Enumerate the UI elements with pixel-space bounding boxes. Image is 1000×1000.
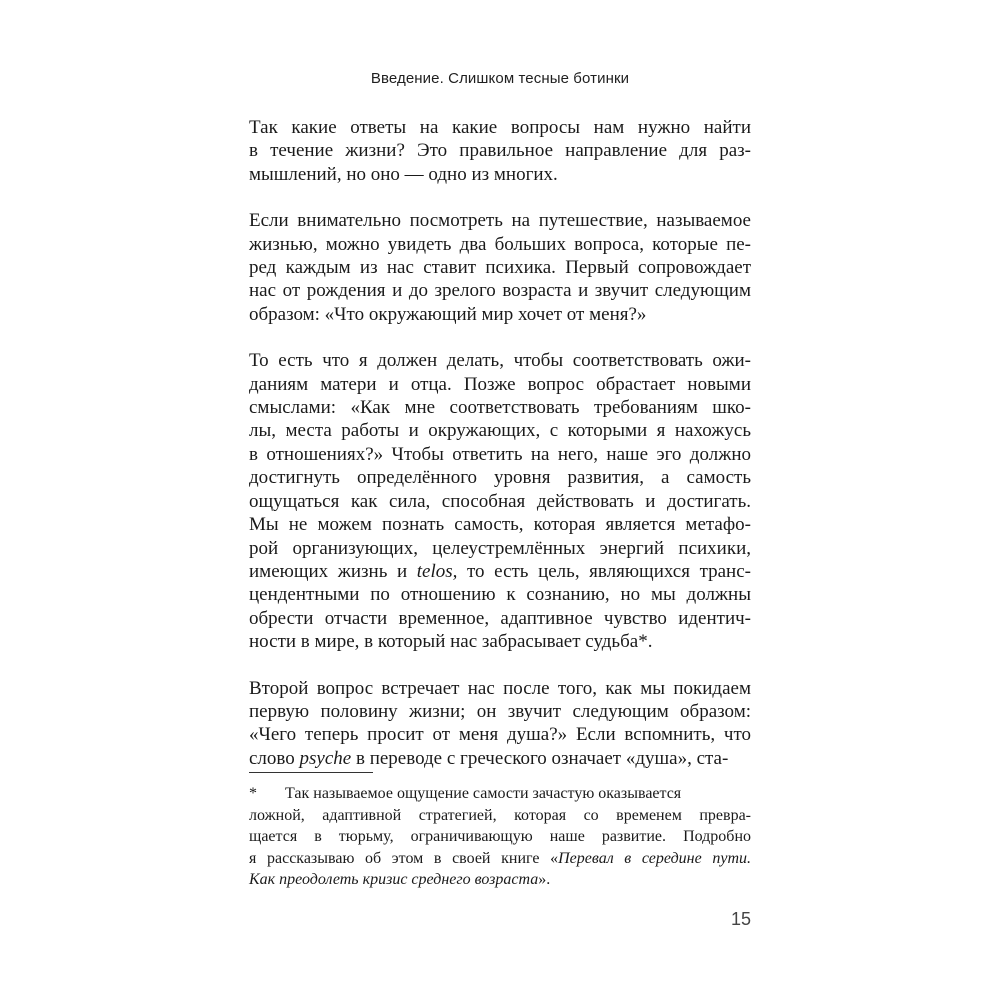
book-title-italic: Как преодолеть кризис среднего возраста xyxy=(249,871,539,889)
text-line: в отношениях?» Чтобы ответить на него, наше эго должно xyxy=(249,443,751,465)
text-line: первую половину жизни; он звучит следующим образом: xyxy=(249,700,751,722)
body-text xyxy=(249,116,751,770)
footnote-text: Так называемое ощущение самости зачастую оказывается xyxy=(285,785,682,802)
italic-term: psyche xyxy=(299,747,352,769)
text-line: Так какие ответы на какие вопросы нам нужно найти xyxy=(249,117,751,138)
page-number: 15 xyxy=(730,909,751,929)
text-line: Второй вопрос встречает нас после того, как мы покидаем xyxy=(249,677,751,699)
paragraph xyxy=(249,349,751,653)
paragraph xyxy=(249,677,751,771)
italic-term: telos, xyxy=(416,560,458,582)
text-line: обрести отчасти временное, адаптивное чувство идентич- xyxy=(249,607,751,629)
paragraph-gap xyxy=(249,326,751,349)
text-line: ощущаться как сила, способная действовать и достигать. xyxy=(249,490,751,512)
paragraph-gap xyxy=(249,654,751,677)
footnote-divider xyxy=(249,772,373,773)
text-line: ред каждым из нас ставит психика. Первый сопровождает xyxy=(249,257,751,279)
text-line: достигнуть определённого уровня развития, а самость xyxy=(249,467,751,489)
paragraph xyxy=(249,209,751,326)
text-line: Мы не можем познать самость, которая является метафо- xyxy=(249,514,751,536)
text-line: слово psyche в переводе с греческого означает «душа», ста- xyxy=(249,747,729,769)
text-line: Если внимательно посмотреть на путешествие, называемое xyxy=(249,210,751,232)
text-line: образом: «Что окружающий мир хочет от меня?» xyxy=(249,303,647,325)
footnote-line: ложной, адаптивной стратегией, которая со временем превра- xyxy=(249,806,751,824)
text-line: даниям матери и отца. Позже вопрос обрастает новыми xyxy=(249,373,751,395)
text-line: смыслами: «Как мне соответствовать требованиям шко- xyxy=(249,397,751,419)
footnote-marker: * xyxy=(249,785,257,802)
book-title-italic: Перевал в середине пути. xyxy=(558,849,752,867)
paragraph xyxy=(249,116,751,186)
footnote-line: Как преодолеть кризис среднего возраста». xyxy=(249,871,551,889)
paragraph-gap xyxy=(249,186,751,209)
text-line: в течение жизни? Это правильное направление для раз- xyxy=(249,140,751,162)
text-line: То есть что я должен делать, чтобы соответствовать ожи- xyxy=(249,350,751,372)
text-line: мышлений, но оно — одно из многих. xyxy=(249,163,558,185)
footnote xyxy=(249,783,751,891)
text-line: жизнью, можно увидеть два больших вопроса, которые пе- xyxy=(249,233,751,255)
footnote-line: щается в тюрьму, ограничивающую наше развитие. Подробно xyxy=(249,828,751,846)
text-line: ности в мире, в который нас забрасывает судьба*. xyxy=(249,631,653,653)
footnote-line: я рассказываю об этом в своей книге «Перевал в середине пути. xyxy=(249,849,752,867)
text-line: «Чего теперь просит от меня душа?» Если вспомнить, что xyxy=(249,724,751,746)
text-line: цендентными по отношению к сознанию, но мы должны xyxy=(249,584,751,606)
footnote-first-line xyxy=(249,783,751,805)
text-line: нас от рождения и до зрелого возраста и звучит следующим xyxy=(249,280,751,302)
running-head: Введение. Слишком тесные ботинки xyxy=(370,70,630,87)
text-line: рой организующих, целеустремлённых энергий психики, xyxy=(249,537,751,559)
text-line: лы, места работы и окружающих, с которыми я нахожусь xyxy=(249,420,751,442)
text-line: имеющих жизнь и telos, то есть цель, являющихся транс- xyxy=(249,560,751,582)
